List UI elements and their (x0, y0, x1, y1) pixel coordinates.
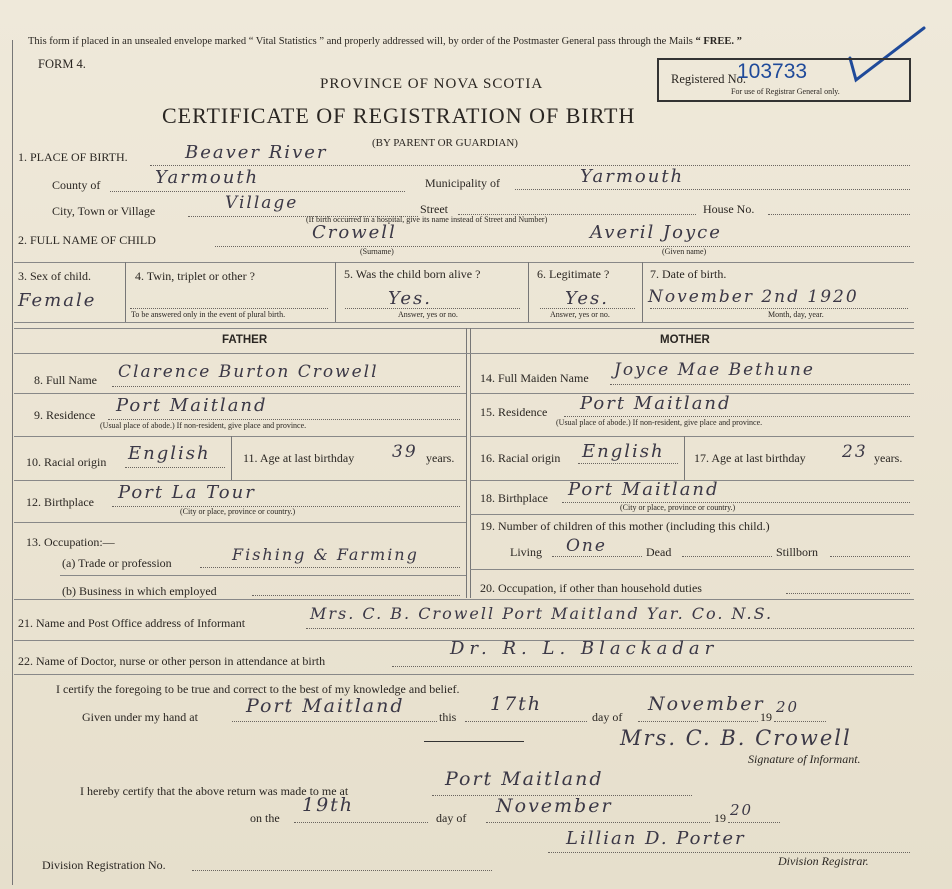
father-row-rule-5 (60, 575, 466, 576)
father-racial-line (125, 467, 225, 468)
alive-label: 5. Was the child born alive ? (344, 267, 481, 281)
hereby-text: I hereby certify that the above return was made to me at (80, 784, 349, 798)
father-age-value: 39 (392, 442, 418, 462)
row3-div1 (125, 262, 126, 322)
registrar-month: November (496, 795, 613, 817)
municipality-label: Municipality of (425, 176, 500, 190)
child-name-label: 2. FULL NAME OF CHILD (18, 233, 156, 247)
mother-row-rule-4 (470, 514, 914, 515)
given-year-suffix: 20 (776, 698, 800, 716)
given-note: (Given name) (662, 247, 707, 256)
father-res-label: 9. Residence (34, 408, 96, 422)
mother-living-line (552, 556, 642, 557)
given-month-line (638, 721, 758, 722)
free-label: “ FREE. ” (695, 36, 742, 47)
father-trade-value: Fishing & Farming (232, 545, 419, 564)
registrar-signature: Lillian D. Porter (566, 828, 746, 849)
father-res-line (108, 419, 460, 420)
mother-racial-value: English (582, 441, 665, 462)
city-value: Village (225, 193, 299, 213)
doctor-line (392, 666, 912, 667)
house-line (768, 214, 910, 215)
mail-notice-text: This form if placed in an unsealed envelope marked “ Vital Statistics ” and properly addressed will, by order of the Postmaster General pass through the Mails (28, 36, 693, 47)
mother-racial-label: 16. Racial origin (480, 451, 561, 465)
dob-value: November 2nd 1920 (648, 287, 859, 307)
mother-res-label: 15. Residence (480, 405, 548, 419)
registrar-year-line (728, 822, 780, 823)
father-bp-value: Port La Tour (118, 482, 256, 503)
mother-age-div (684, 436, 685, 480)
informant-sig-label: Signature of Informant. (748, 752, 861, 766)
county-line (110, 191, 405, 192)
certify-text: I certify the foregoing to be true and correct to the best of my knowledge and belief. (56, 682, 460, 696)
registered-number: 103733 (737, 60, 808, 83)
mother-age-label: 17. Age at last birthday (694, 451, 806, 465)
registrar-place: Port Maitland (445, 768, 604, 790)
municipality-value: Yarmouth (580, 166, 685, 187)
alive-note: Answer, yes or no. (398, 310, 458, 319)
certificate-subtitle: (BY PARENT OR GUARDIAN) (372, 137, 518, 149)
father-name-line (112, 386, 460, 387)
mother-row-rule-5 (470, 569, 914, 570)
father-trade-line (200, 567, 460, 568)
mother-age-value: 23 (842, 442, 868, 462)
twin-note: To be answered only in the event of plural birth. (131, 310, 286, 319)
row3-div3 (528, 262, 529, 322)
registrar-dayof-label: day of (436, 811, 467, 825)
father-bp-note: (City or place, province or country.) (180, 507, 296, 516)
mother-row-rule-2 (470, 436, 914, 437)
informant-line (306, 628, 914, 629)
mother-bp-line (562, 502, 910, 503)
mother-living-label: Living (510, 545, 542, 559)
mother-children-label: 19. Number of children of this mother (including this child.) (480, 519, 770, 533)
mother-living-value: One (566, 536, 607, 556)
mother-racial-line (578, 463, 678, 464)
given-dayof-label: day of (592, 710, 623, 724)
parents-divider-2 (470, 328, 471, 598)
registrar-year-suffix: 20 (730, 801, 754, 819)
given-place: Port Maitland (246, 695, 405, 717)
given-this-label: this (439, 710, 457, 724)
father-occ-label: 13. Occupation:— (26, 535, 115, 549)
division-reg-no-line (192, 870, 492, 871)
registrar-day-line (294, 822, 428, 823)
father-heading: FATHER (222, 334, 268, 346)
mother-occ-label: 20. Occupation, if other than household duties (480, 581, 702, 595)
mother-res-value: Port Maitland (580, 393, 732, 414)
mother-occ-line (786, 593, 910, 594)
given-year-prefix: 19 (760, 710, 772, 724)
legit-line (540, 308, 635, 309)
legit-label: 6. Legitimate ? (537, 267, 610, 281)
father-row-rule-2 (14, 436, 466, 437)
child-given: Averil Joyce (590, 222, 722, 243)
house-label: House No. (703, 202, 755, 216)
father-business-label: (b) Business in which employed (62, 584, 217, 598)
doctor-bottom-rule (14, 674, 914, 675)
mother-dead-line (682, 556, 772, 557)
given-label: Given under my hand at (82, 710, 198, 724)
registrar-sig-line (548, 852, 910, 853)
row3-div4 (642, 262, 643, 322)
hospital-note: (If birth occurred in a hospital, give its name instead of Street and Number) (306, 215, 548, 224)
father-name-value: Clarence Burton Crowell (118, 362, 379, 382)
mother-bp-note: (City or place, province or country.) (620, 503, 736, 512)
parents-top-rule (14, 328, 914, 329)
province-title: PROVINCE OF NOVA SCOTIA (320, 76, 544, 92)
father-res-value: Port Maitland (116, 395, 268, 416)
legit-note: Answer, yes or no. (550, 310, 610, 319)
given-place-line (232, 721, 437, 722)
mother-still-line (830, 556, 910, 557)
sex-label: 3. Sex of child. (18, 269, 91, 283)
row3-div2 (335, 262, 336, 322)
mother-dead-label: Dead (646, 545, 672, 559)
informant-signature: Mrs. C. B. Crowell (620, 726, 852, 750)
informant-top-rule (14, 599, 914, 600)
division-registrar-label: Division Registrar. (778, 854, 869, 868)
mother-res-note: (Usual place of abode.) If non-resident, give place and province. (556, 418, 763, 427)
registrar-use-note: For use of Registrar General only. (731, 87, 840, 96)
certificate-title: CERTIFICATE OF REGISTRATION OF BIRTH (162, 103, 636, 128)
mail-notice (28, 36, 742, 47)
registered-label: Registered No. (671, 72, 746, 86)
mother-name-value: Joyce Mae Bethune (614, 360, 815, 380)
father-years: years. (426, 451, 455, 465)
mother-name-line (610, 384, 910, 385)
county-label: County of (52, 178, 101, 192)
given-year-line (774, 721, 826, 722)
child-surname: Crowell (312, 222, 397, 243)
doctor-value: Dr. R. L. Blackadar (450, 638, 719, 659)
place-value: Beaver River (185, 142, 328, 163)
place-line (150, 165, 910, 166)
father-racial-value: English (128, 443, 211, 464)
mother-heading: MOTHER (660, 334, 710, 346)
legit-value: Yes. (565, 288, 609, 309)
registrar-year-prefix: 19 (714, 811, 726, 825)
informant-value: Mrs. C. B. Crowell Port Maitland Yar. Co. N.S. (310, 604, 774, 623)
place-label: 1. PLACE OF BIRTH. (18, 150, 128, 164)
row3-bottom-rule (14, 322, 914, 323)
municipality-line (515, 189, 910, 190)
dob-note: Month, day, year. (768, 310, 824, 319)
surname-note: (Surname) (360, 247, 394, 256)
dob-line (650, 308, 908, 309)
father-age-div (231, 436, 232, 480)
doctor-label: 22. Name of Doctor, nurse or other person in attendance at birth (18, 654, 326, 668)
mother-bp-value: Port Maitland (568, 479, 720, 500)
parents-divider (466, 328, 467, 598)
father-res-note: (Usual place of abode.) If non-resident, give place and province. (100, 421, 307, 430)
given-month: November (648, 693, 765, 715)
given-day: 17th (490, 693, 543, 715)
seal-line (424, 741, 524, 742)
twin-line (130, 308, 328, 309)
father-trade-label: (a) Trade or profession (62, 556, 172, 570)
registrar-on-the: on the (250, 811, 280, 825)
father-row-rule-3 (14, 480, 466, 481)
division-reg-no-label: Division Registration No. (42, 858, 166, 872)
father-row-rule-1 (14, 393, 466, 394)
alive-line (345, 308, 520, 309)
child-name-line (215, 246, 910, 247)
registrar-day: 19th (302, 794, 355, 816)
twin-label: 4. Twin, triplet or other ? (135, 269, 255, 283)
city-label: City, Town or Village (52, 204, 156, 218)
father-bp-label: 12. Birthplace (26, 495, 94, 509)
form-number: FORM 4. (38, 57, 86, 71)
dob-label: 7. Date of birth. (650, 267, 727, 281)
mother-res-line (564, 416, 910, 417)
mother-years: years. (874, 451, 903, 465)
mother-bp-label: 18. Birthplace (480, 491, 548, 505)
given-day-line (465, 721, 587, 722)
registrar-month-line (486, 822, 710, 823)
row3-top-rule (14, 262, 914, 263)
mother-still-label: Stillborn (776, 545, 819, 559)
father-row-rule-4 (14, 522, 466, 523)
left-margin-line (12, 40, 13, 885)
county-value: Yarmouth (155, 167, 260, 188)
registered-box (657, 58, 911, 102)
informant-label: 21. Name and Post Office address of Informant (18, 616, 246, 630)
mother-name-label: 14. Full Maiden Name (480, 371, 589, 385)
parents-heading-rule (14, 353, 914, 354)
father-business-line (252, 595, 460, 596)
father-racial-label: 10. Racial origin (26, 455, 107, 469)
father-age-label: 11. Age at last birthday (243, 451, 355, 465)
father-name-label: 8. Full Name (34, 373, 97, 387)
street-label: Street (420, 202, 448, 216)
alive-value: Yes. (388, 288, 432, 309)
sex-value: Female (18, 290, 97, 311)
